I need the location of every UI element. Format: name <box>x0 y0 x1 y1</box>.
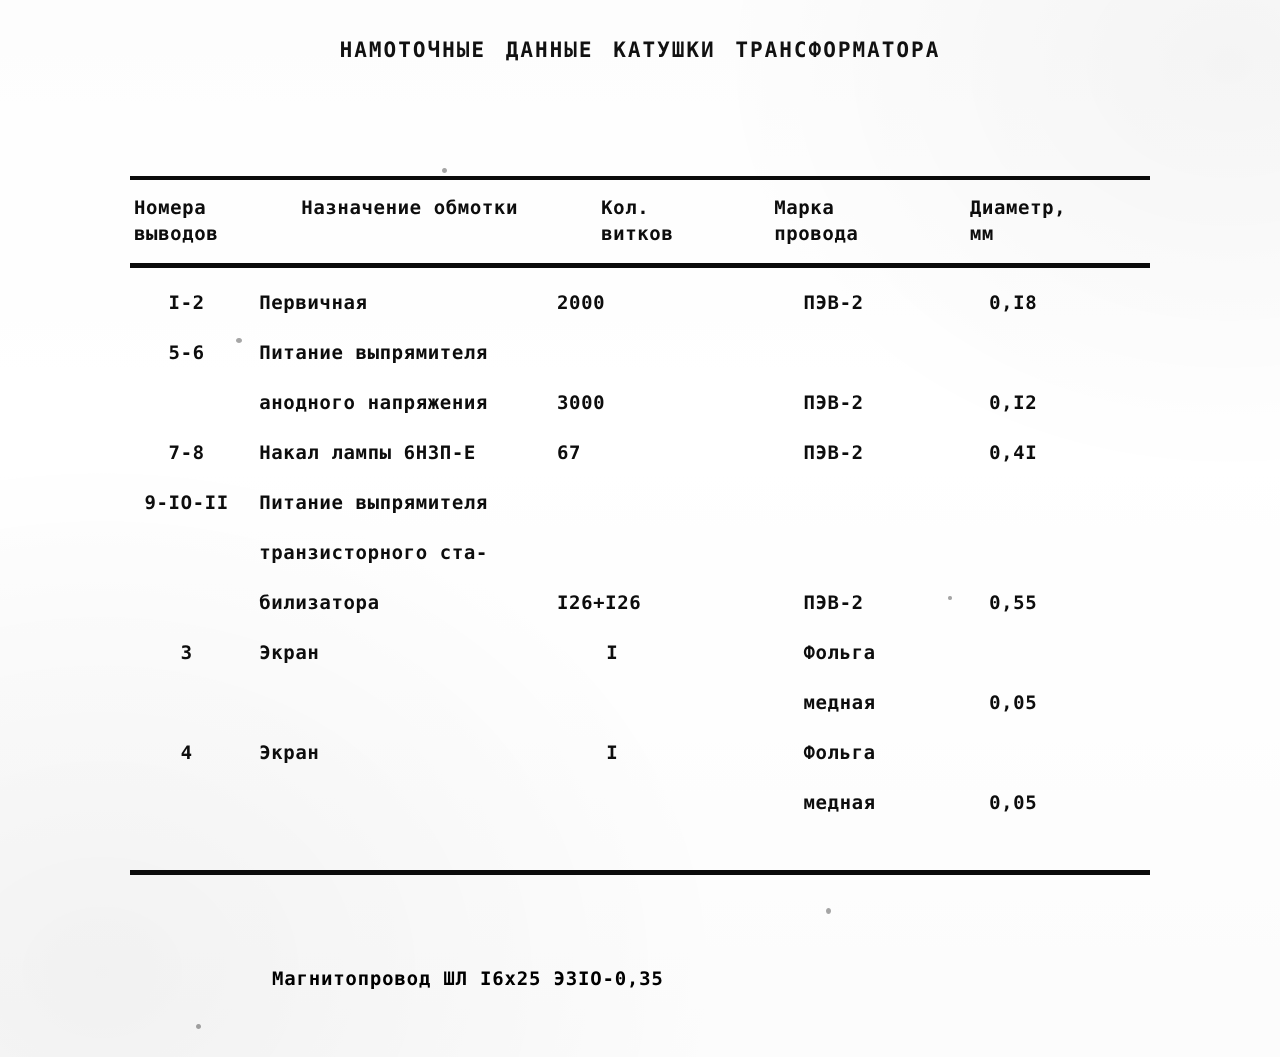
cell-purpose: билизатора <box>259 592 380 615</box>
cell-diameter: 0,05 <box>989 792 1038 815</box>
column-header-diameter <box>944 180 1150 263</box>
column-header-brand <box>736 180 944 263</box>
cell-brand: ПЭВ-2 <box>803 392 864 415</box>
cell-brand: медная <box>803 792 876 815</box>
table-header <box>130 180 1150 263</box>
winding-data-table-container <box>130 176 1150 875</box>
column-header-brand-line2: провода <box>774 222 859 245</box>
cell-turns <box>555 794 765 844</box>
column-header-leads <box>130 180 263 263</box>
table-row <box>130 744 1150 794</box>
cell-brand <box>765 544 963 594</box>
cell-leads <box>130 794 255 844</box>
cell-leads: I-2 <box>168 292 205 315</box>
scan-speck <box>196 1024 201 1029</box>
column-header-diameter-line1: Диаметр, <box>969 197 1067 219</box>
cell-diameter: 0,4I <box>989 442 1038 465</box>
cell-diameter <box>963 544 1150 594</box>
table-row <box>130 294 1150 344</box>
cell-leads: 3 <box>180 642 193 665</box>
table-row <box>130 394 1150 444</box>
table-spacer-row <box>130 268 1150 294</box>
table-row <box>130 494 1150 544</box>
table-bottom-rule <box>130 870 1150 875</box>
cell-diameter <box>963 344 1150 394</box>
core-specification-note: Магнитопровод ШЛ I6х25 ЭЗIО-0,35 <box>272 968 664 990</box>
cell-turns <box>555 344 765 394</box>
column-header-turns-line1: Кол. <box>601 197 650 219</box>
cell-brand <box>765 344 963 394</box>
page-title: НАМОТОЧНЫЕ ДАННЫЕ КАТУШКИ ТРАНСФОРМАТОРА <box>339 38 941 62</box>
cell-leads <box>130 544 255 594</box>
cell-purpose: транзисторного ста- <box>259 542 488 565</box>
cell-diameter: 0,I2 <box>989 392 1038 415</box>
scan-speck <box>826 908 831 914</box>
cell-diameter <box>963 644 1150 694</box>
cell-purpose: Питание выпрямителя <box>259 342 488 365</box>
cell-purpose: Экран <box>259 642 320 665</box>
cell-leads: 5-6 <box>168 342 205 365</box>
cell-turns <box>555 494 765 544</box>
cell-diameter: 0,05 <box>989 692 1038 715</box>
column-header-turns-line2: витков <box>601 222 674 245</box>
table-spacer-row <box>130 844 1150 870</box>
cell-turns <box>555 694 765 744</box>
table-row <box>130 444 1150 494</box>
table-row <box>130 544 1150 594</box>
cell-brand: ПЭВ-2 <box>803 592 864 615</box>
table-row <box>130 594 1150 644</box>
column-header-turns <box>599 180 736 263</box>
cell-brand <box>765 494 963 544</box>
cell-leads <box>130 594 255 644</box>
cell-turns: I26+I26 <box>557 592 642 615</box>
table-row <box>130 644 1150 694</box>
cell-purpose: Питание выпрямителя <box>259 492 488 515</box>
cell-turns: I <box>606 742 619 765</box>
cell-turns: 2000 <box>557 292 606 315</box>
cell-turns: 3000 <box>557 392 606 415</box>
cell-brand: медная <box>803 692 876 715</box>
cell-purpose: Первичная <box>259 292 368 315</box>
cell-brand: Фольга <box>803 642 876 665</box>
cell-diameter: 0,I8 <box>989 292 1038 315</box>
cell-turns: I <box>606 642 619 665</box>
cell-turns <box>555 544 765 594</box>
cell-leads <box>130 394 255 444</box>
scan-speck <box>442 168 447 173</box>
column-header-leads-line2: выводов <box>134 222 219 245</box>
table-body <box>130 268 1150 870</box>
table-row <box>130 344 1150 394</box>
cell-leads <box>130 694 255 744</box>
winding-data-body <box>130 268 1150 870</box>
cell-leads: 4 <box>180 742 193 765</box>
table-row <box>130 694 1150 744</box>
scan-speck <box>948 596 952 600</box>
cell-brand: ПЭВ-2 <box>803 442 864 465</box>
cell-purpose <box>255 694 555 744</box>
cell-leads: 9-IO-II <box>144 492 229 515</box>
table-row <box>130 794 1150 844</box>
cell-purpose <box>255 794 555 844</box>
column-header-purpose-line1: Назначение обмотки <box>301 197 518 219</box>
cell-leads: 7-8 <box>168 442 205 465</box>
cell-diameter <box>963 744 1150 794</box>
column-header-diameter-line2: мм <box>969 222 994 245</box>
cell-brand: ПЭВ-2 <box>803 292 864 315</box>
column-header-purpose <box>263 180 599 263</box>
column-header-leads-line1: Номера <box>134 197 207 219</box>
cell-purpose: Экран <box>259 742 320 765</box>
cell-brand: Фольга <box>803 742 876 765</box>
cell-diameter <box>963 494 1150 544</box>
column-header-brand-line1: Марка <box>774 197 835 219</box>
cell-turns: 67 <box>557 442 582 465</box>
cell-diameter: 0,55 <box>989 592 1038 615</box>
winding-data-table <box>130 180 1150 263</box>
scan-speck <box>236 338 242 343</box>
cell-purpose: анодного напряжения <box>259 392 488 415</box>
table-header-row <box>130 180 1150 263</box>
cell-purpose: Накал лампы 6Н3П-Е <box>259 442 476 465</box>
